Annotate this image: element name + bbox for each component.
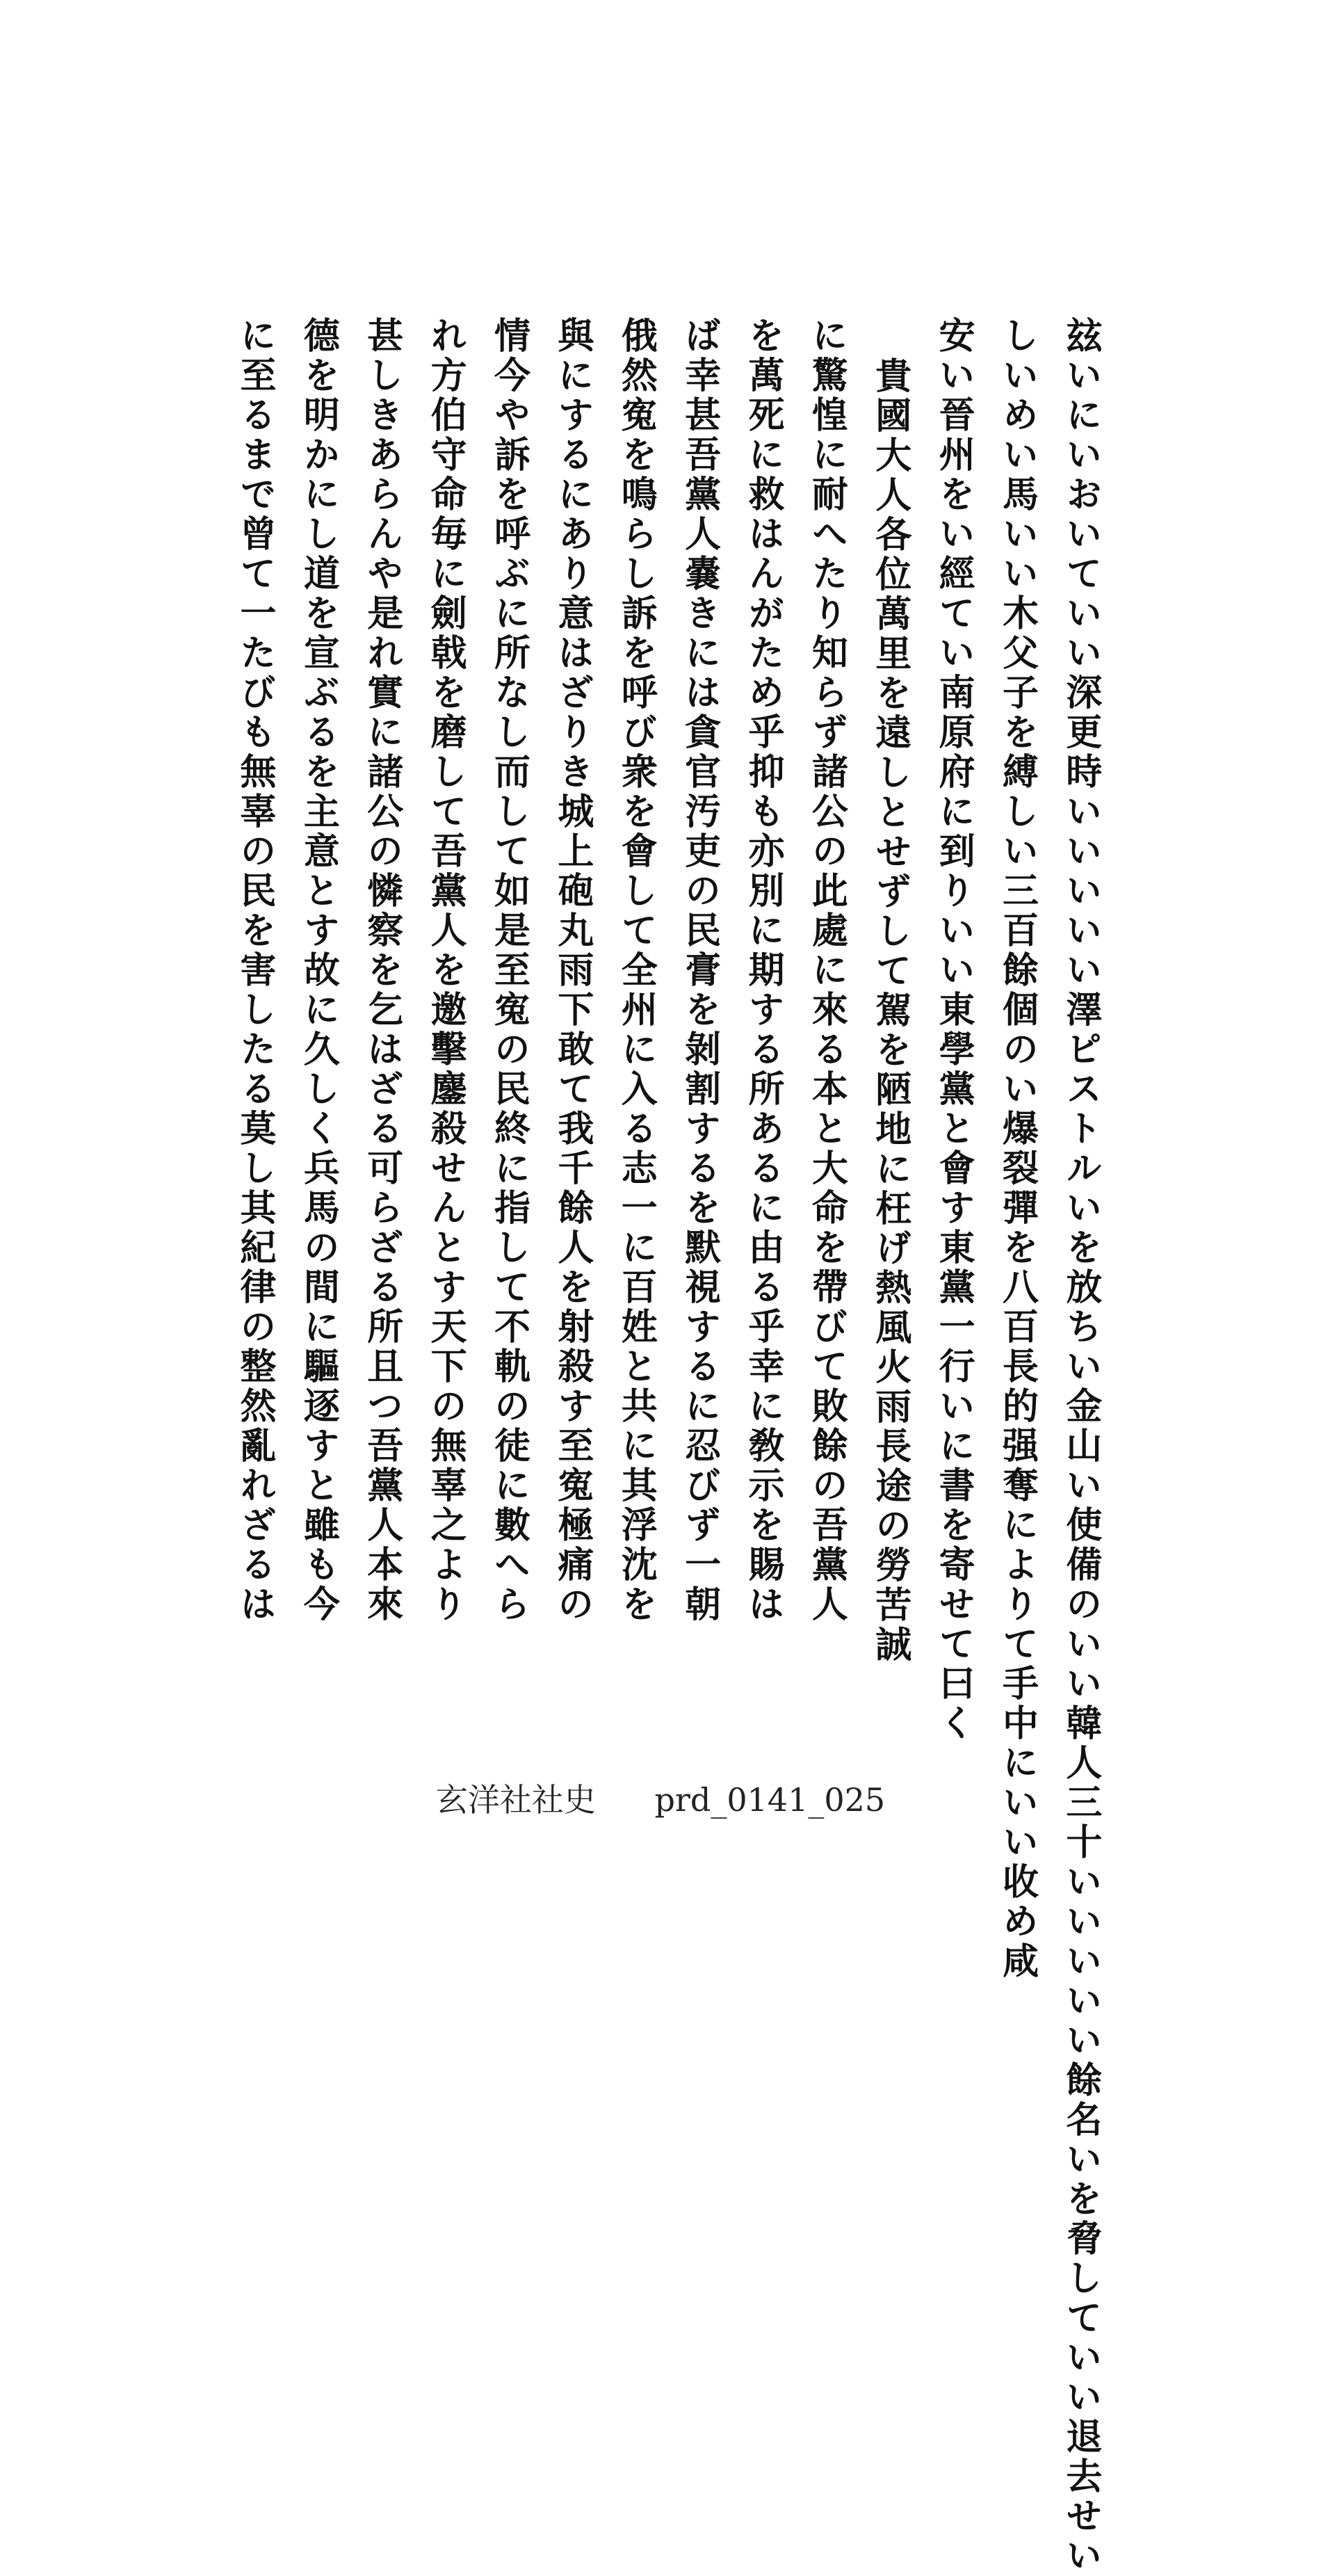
text-column-13: 德を明かにし道を宣ぶるを主意とす故に久しく兵馬の間に驅逐すと雖も今 — [297, 316, 340, 1625]
text-column-5: に驚惶に耐へたり知らず諸公の此處に來る本と大命を帶びて敗餘の吾黨人 — [805, 316, 848, 1625]
text-column-10: 情今や訴を呼ぶに所なし而して如是至寃の民終に指して不軌の徒に數へら — [487, 316, 530, 1625]
text-column-4: 貴國大人各位萬里を遠しとせずして駕を陋地に枉げ熱風火雨長途の勞苦誠 — [868, 357, 911, 1665]
text-column-7: ば幸甚吾黨人嚢きには貪官汚吏の民膏を剝割するを默視するに忍びず一朝 — [678, 316, 721, 1625]
text-column-14: に至るまで曾て一たびも無辜の民を害したる莫し其紀律の整然亂れざるは — [234, 316, 276, 1625]
text-column-8: 俄然寃を鳴らし訴を呼び衆を會して全州に入る志一に百姓と共に其浮沈を — [615, 316, 658, 1625]
text-column-12: 甚しきあらんや是れ實に諸公の憐察を乞はざる可らざる所且つ吾黨人本來 — [360, 316, 403, 1625]
book-title: 玄洋社社史 — [435, 1781, 596, 1819]
page-identifier: prd_0141_025 — [654, 1781, 886, 1819]
text-column-11: れ方伯守命毎に劍戟を磨して吾黨人を邀擊鏖殺せんとす天下の無辜之より — [424, 316, 467, 1625]
text-column-9: 與にするにあり意はざりき城上砲丸雨下敢て我千餘人を射殺す至寃極痛の — [551, 316, 594, 1625]
text-column-2: しいめい馬いい木父子を縛しい三百餘個のい爆裂彈を八百長的强奪によりて手中にいい收め咸 — [996, 316, 1039, 1981]
text-column-1: 玆いにいおいていい深更時いいいいい澤ピストルいを放ちい金山い使備のいい韓人三十いいいいい餘名いを脅していい退去せい — [1059, 316, 1102, 2576]
text-column-3: 安い晉州をい經てい南原府に到りいい東學黨と會す東黨一行いに書を寄せて曰く — [932, 316, 975, 1744]
page-footer — [0, 1775, 1321, 1821]
text-column-6: を萬死に救はんがため乎抑も亦別に期する所あるに由る乎幸に敎示を賜は — [742, 316, 784, 1625]
